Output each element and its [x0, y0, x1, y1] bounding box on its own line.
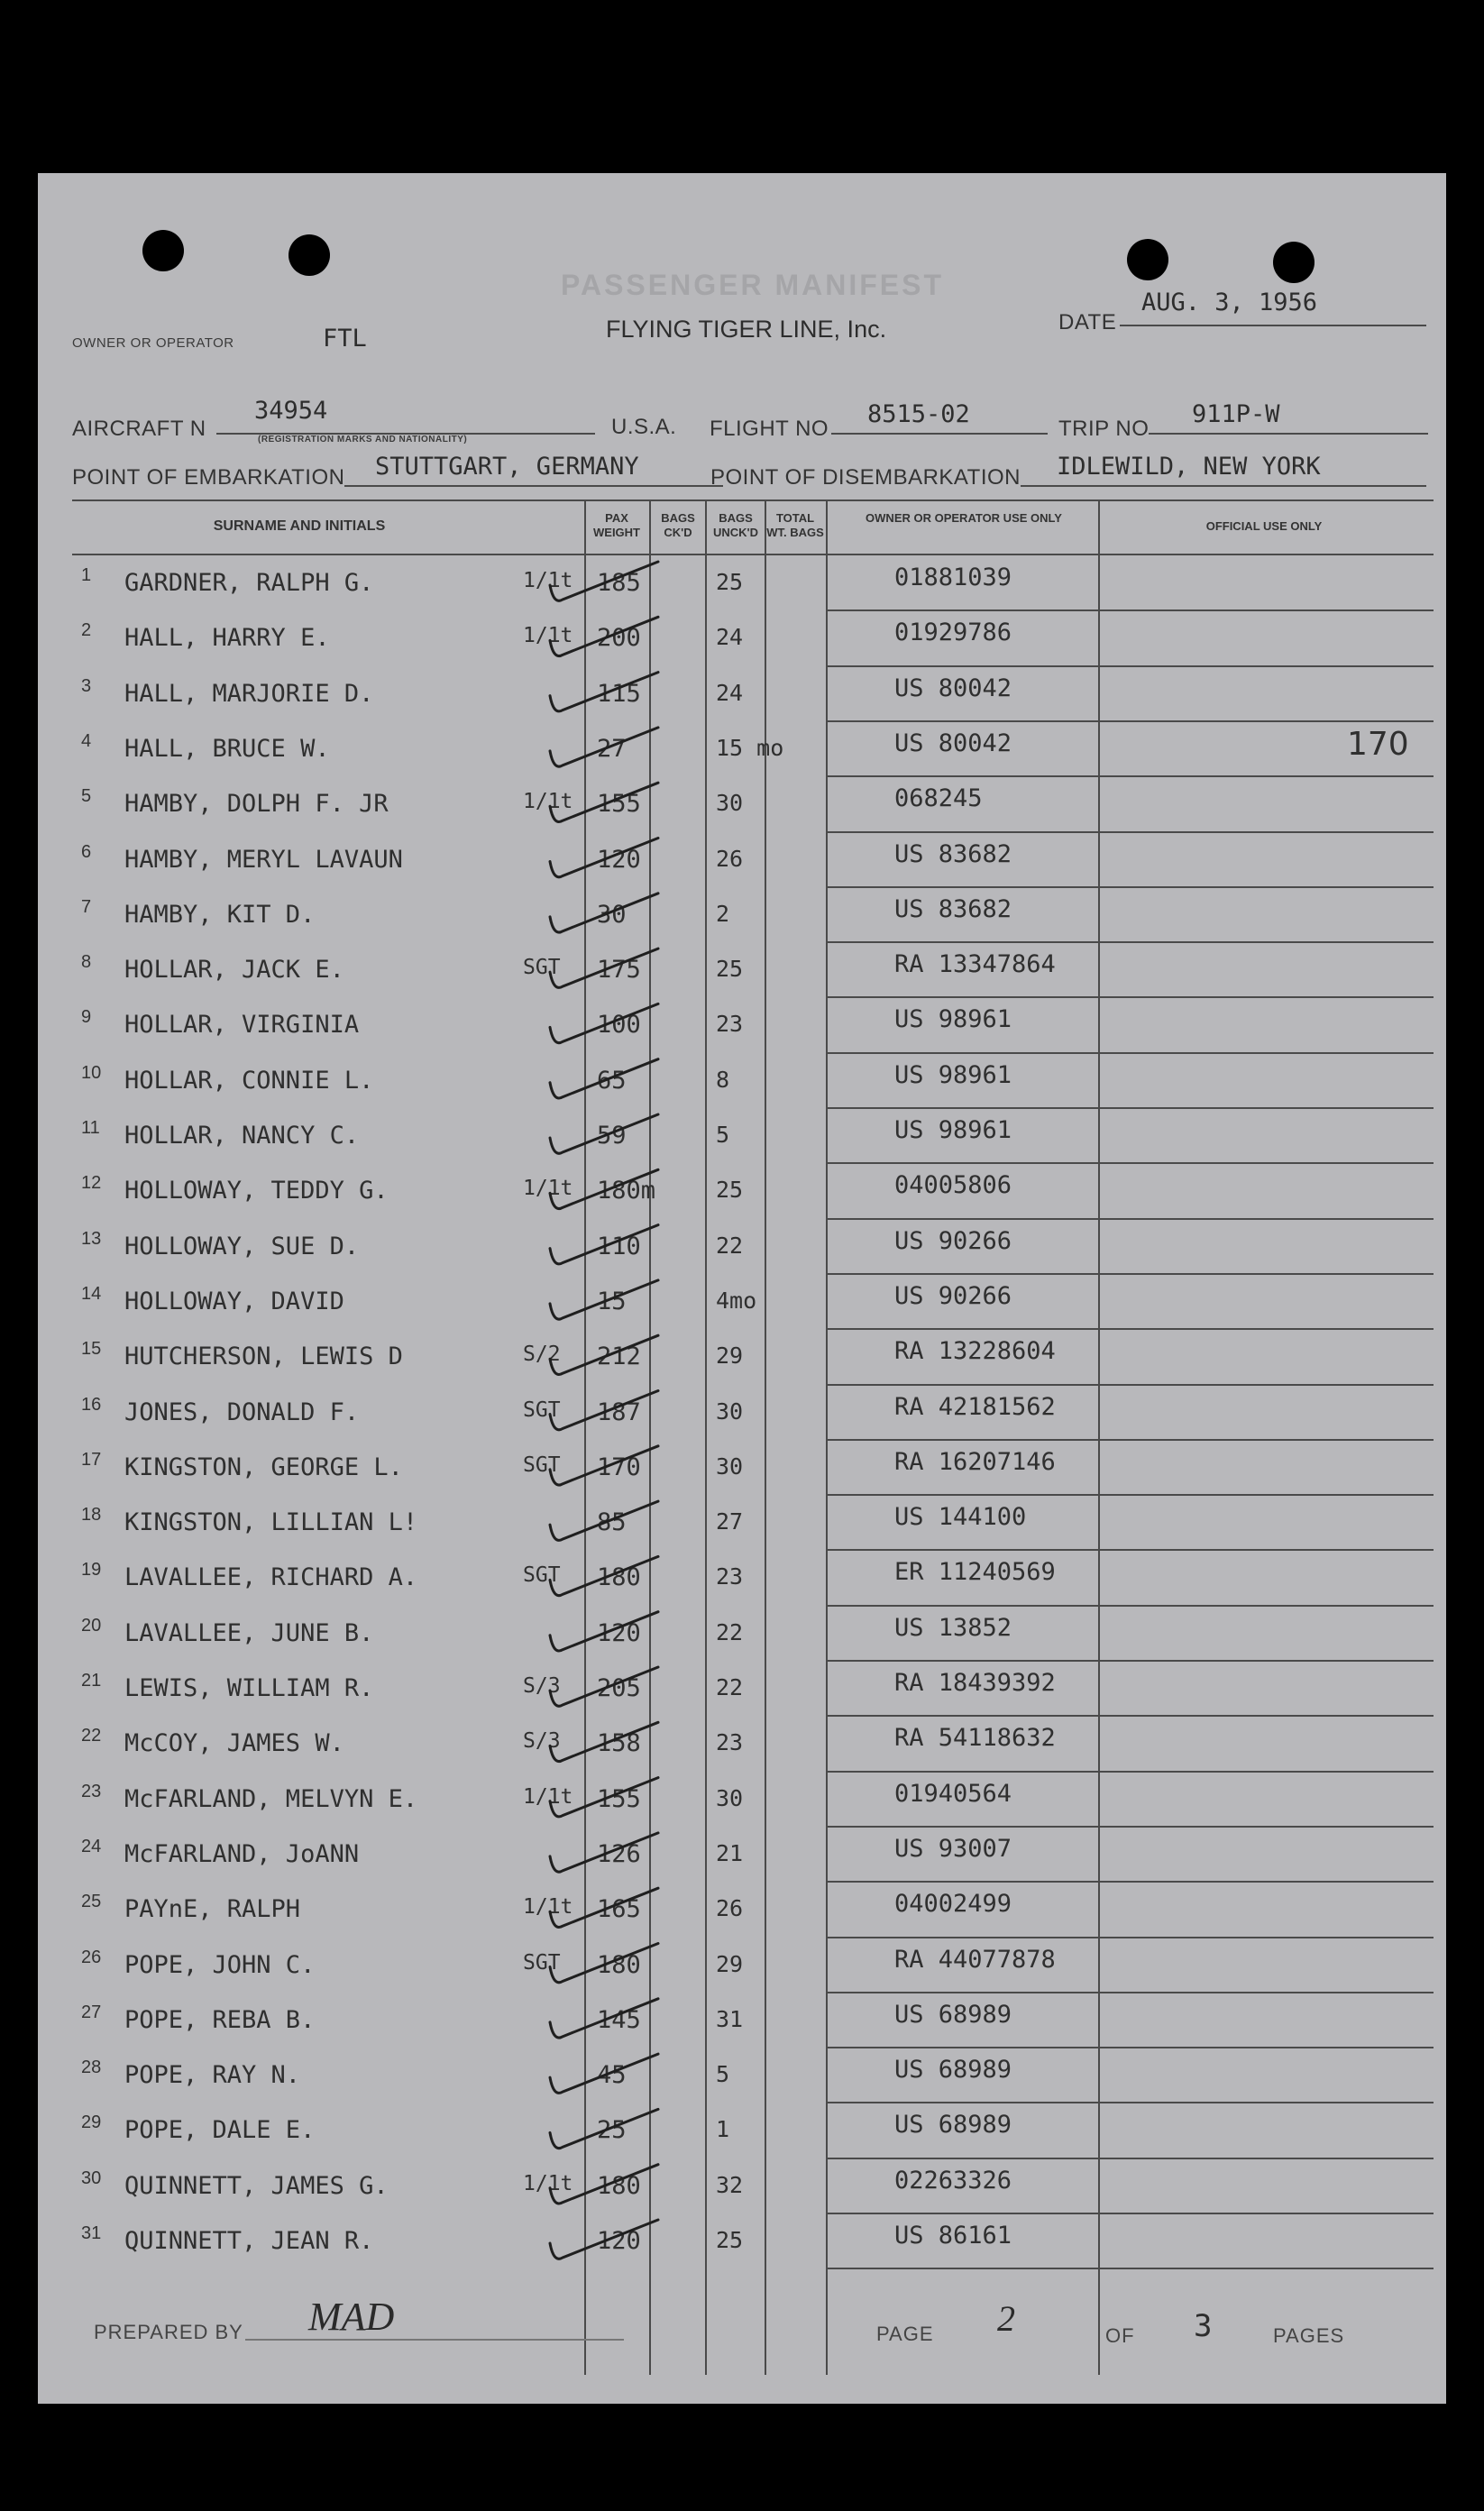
embark-label: POINT OF EMBARKATION [72, 465, 345, 490]
pax-weight: 187 [597, 1398, 641, 1426]
pax-weight: 145 [597, 2005, 641, 2034]
bags-unchecked: 8 [716, 1066, 730, 1093]
row-number: 22 [81, 1726, 102, 1746]
owner-id: RA 16207146 [894, 1447, 1056, 1476]
owner-id: RA 13228604 [894, 1337, 1056, 1366]
passenger-name: McFARLAND, JoANN [124, 1839, 360, 1868]
pax-weight: 155 [597, 790, 641, 819]
bags-unchecked: 25 [716, 2227, 744, 2253]
pax-weight: 185 [597, 569, 641, 597]
check-mark [550, 728, 658, 766]
row-number: 23 [81, 1781, 102, 1801]
pax-weight: 126 [597, 1839, 641, 1868]
passenger-name: POPE, REBA B. [124, 2005, 316, 2034]
pax-weight: 27 [597, 734, 627, 763]
check-mark [550, 2109, 658, 2148]
embark-value: STUTTGART, GERMANY [375, 453, 639, 481]
passenger-name: HOLLOWAY, DAVID [124, 1287, 344, 1315]
bags-unchecked: 5 [716, 1122, 730, 1148]
passenger-rank: S/2 [523, 1343, 561, 1367]
bags-unchecked: 25 [716, 1177, 744, 1204]
bags-unchecked: 23 [716, 1011, 744, 1038]
pax-weight: 120 [597, 845, 641, 874]
passenger-name: HAMBY, MERYL LAVAUN [124, 845, 403, 874]
passenger-name: McFARLAND, MELVYN E. [124, 1784, 418, 1813]
owner-id: US 83682 [894, 894, 1012, 923]
owner-id: RA 13347864 [894, 950, 1056, 979]
owner-id: 068245 [894, 784, 983, 813]
pax-weight: 120 [597, 1618, 641, 1647]
pax-weight: 155 [597, 1784, 641, 1813]
bags-unchecked: 25 [716, 956, 744, 983]
check-mark [550, 1612, 658, 1651]
passenger-rank: 1/1t [523, 1895, 573, 1920]
check-mark [550, 617, 658, 655]
pax-weight: 120 [597, 2227, 641, 2255]
row-number: 5 [81, 786, 92, 807]
row-number: 3 [81, 675, 92, 696]
check-mark [550, 562, 658, 600]
pax-weight: 25 [597, 2116, 627, 2145]
pax-weight: 180 [597, 1563, 641, 1592]
passenger-rank: SGT [523, 1453, 561, 1477]
pax-weight: 200 [597, 624, 641, 653]
aircraft-label: AIRCRAFT N [72, 417, 206, 441]
passenger-name: KINGSTON, GEORGE L. [124, 1453, 403, 1481]
row-number: 21 [81, 1671, 102, 1691]
passenger-rank: 1/1t [523, 1784, 573, 1809]
row-number: 26 [81, 1947, 102, 1967]
owner-label: OWNER OR OPERATOR [72, 335, 234, 351]
date-value: AUG. 3, 1956 [1141, 289, 1318, 316]
row-number: 11 [81, 1118, 100, 1138]
row-number: 9 [81, 1007, 92, 1028]
pax-weight: 30 [597, 900, 627, 929]
bags-unchecked: 4mo [716, 1287, 757, 1314]
carrier-name: FLYING TIGER LINE, Inc. [606, 316, 887, 343]
check-mark [550, 1556, 658, 1595]
row-number: 15 [81, 1339, 102, 1360]
check-mark [550, 1722, 658, 1761]
pax-weight: 212 [597, 1343, 641, 1371]
owner-id: US 68989 [894, 2000, 1012, 2029]
check-mark [550, 1999, 658, 2038]
pax-weight: 65 [597, 1066, 627, 1095]
usa-label: U.S.A. [611, 415, 677, 439]
bags-unchecked: 26 [716, 1895, 744, 1922]
passenger-name: HOLLOWAY, TEDDY G. [124, 1177, 389, 1205]
passenger-rank: S/3 [523, 1674, 561, 1698]
passenger-rank: SGT [523, 1950, 561, 1975]
passenger-name: HALL, MARJORIE D. [124, 679, 374, 708]
bags-unchecked: 21 [716, 1839, 744, 1866]
row-number: 25 [81, 1892, 102, 1912]
pax-weight: 180m [597, 1177, 656, 1205]
bags-unchecked: 25 [716, 569, 744, 595]
check-mark [550, 1225, 658, 1264]
row-number: 19 [81, 1560, 102, 1581]
check-mark [550, 1059, 658, 1098]
passenger-name: LAVALLEE, JUNE B. [124, 1618, 374, 1647]
row-number: 31 [81, 2223, 102, 2243]
owner-id: US 68989 [894, 2056, 1012, 2085]
check-mark [550, 1667, 658, 1706]
disembark-value: IDLEWILD, NEW YORK [1057, 453, 1321, 481]
passenger-name: KINGSTON, LILLIAN L! [124, 1508, 418, 1537]
passenger-name: HOLLOWAY, SUE D. [124, 1232, 360, 1260]
passenger-name: HAMBY, DOLPH F. JR [124, 790, 389, 819]
manifest-sheet [38, 173, 1446, 2404]
owner-id: 01940564 [894, 1779, 1012, 1808]
row-number: 6 [81, 841, 92, 862]
bags-unchecked: 30 [716, 1784, 744, 1811]
row-number: 18 [81, 1505, 102, 1526]
passenger-name: PAYnE, RALPH [124, 1895, 301, 1924]
bags-unchecked: 5 [716, 2061, 730, 2088]
registration-note: (REGISTRATION MARKS AND NATIONALITY) [258, 435, 468, 444]
pax-weight: 85 [597, 1508, 627, 1537]
owner-id: ER 11240569 [894, 1558, 1056, 1587]
col-head-pax-weight: PAX WEIGHT [593, 511, 640, 539]
row-number: 27 [81, 2002, 102, 2022]
pax-weight: 180 [597, 1950, 641, 1979]
page-total: 3 [1194, 2308, 1213, 2344]
pax-weight: 158 [597, 1729, 641, 1758]
check-mark [550, 783, 658, 821]
bags-unchecked: 2 [716, 900, 730, 927]
row-number: 7 [81, 896, 92, 917]
bags-unchecked: 15 mo [716, 734, 784, 761]
bags-unchecked: 27 [716, 1508, 744, 1535]
check-mark [550, 1169, 658, 1208]
owner-id: RA 18439392 [894, 1669, 1056, 1697]
passenger-name: LAVALLEE, RICHARD A. [124, 1563, 418, 1592]
check-mark [550, 673, 658, 711]
passenger-rank: 1/1t [523, 569, 573, 592]
owner-id: 01929786 [894, 619, 1012, 647]
owner-id: US 90266 [894, 1281, 1012, 1310]
passenger-rank: 1/1t [523, 790, 573, 814]
owner-id: RA 54118632 [894, 1724, 1056, 1753]
check-mark [550, 1501, 658, 1540]
bags-unchecked: 23 [716, 1563, 744, 1590]
passenger-name: GARDNER, RALPH G. [124, 569, 374, 597]
owner-id: US 80042 [894, 729, 1012, 757]
flight-value: 8515-02 [867, 400, 970, 428]
check-marks [38, 173, 1446, 2404]
passenger-name: McCOY, JAMES W. [124, 1729, 344, 1758]
col-head-total-wt: TOTAL WT. BAGS [766, 511, 824, 539]
passenger-name: POPE, JOHN C. [124, 1950, 316, 1979]
bags-unchecked: 23 [716, 1729, 744, 1756]
check-mark [550, 2054, 658, 2093]
row-number: 13 [81, 1228, 102, 1249]
aircraft-value: 34954 [254, 397, 328, 425]
bags-unchecked: 30 [716, 1453, 744, 1480]
bags-unchecked: 24 [716, 624, 744, 651]
passenger-name: HOLLAR, CONNIE L. [124, 1066, 374, 1095]
row-number: 29 [81, 2112, 102, 2133]
row-number: 14 [81, 1283, 102, 1304]
passenger-name: LEWIS, WILLIAM R. [124, 1674, 374, 1702]
pax-weight: 165 [597, 1895, 641, 1924]
owner-id: 01881039 [894, 564, 1012, 591]
preparer-signature: MAD [308, 2295, 395, 2339]
passenger-rank: SGT [523, 1398, 561, 1422]
check-mark [550, 1280, 658, 1319]
row-number: 20 [81, 1615, 102, 1636]
passenger-name: HALL, HARRY E. [124, 624, 330, 653]
of-label: OF [1105, 2324, 1135, 2347]
page-label: PAGE [876, 2323, 934, 2345]
passenger-name: JONES, DONALD F. [124, 1398, 360, 1426]
passenger-name: HOLLAR, VIRGINIA [124, 1011, 360, 1040]
prepared-underline [245, 2339, 624, 2341]
row-number: 12 [81, 1173, 102, 1194]
passenger-rank: 1/1t [523, 2171, 573, 2195]
col-head-bags-unckd: BAGS UNCK'D [712, 511, 759, 539]
check-mark [550, 894, 658, 932]
pax-weight: 170 [597, 1453, 641, 1481]
owner-id: 02263326 [894, 2166, 1012, 2195]
owner-id: US 93007 [894, 1834, 1012, 1863]
disembark-label: POINT OF DISEMBARKATION [710, 465, 1021, 490]
bags-unchecked: 29 [716, 1950, 744, 1977]
check-mark [550, 2165, 658, 2204]
owner-id: US 144100 [894, 1503, 1027, 1532]
owner-id: 04005806 [894, 1171, 1012, 1200]
pax-weight: 59 [597, 1122, 627, 1150]
owner-id: US 68989 [894, 2111, 1012, 2140]
bags-unchecked: 31 [716, 2005, 744, 2032]
owner-id: US 90266 [894, 1226, 1012, 1255]
owner-id: US 98961 [894, 1116, 1012, 1144]
check-mark [550, 1944, 658, 1983]
owner-id: US 80042 [894, 674, 1012, 702]
row-number: 1 [81, 565, 92, 585]
pax-weight: 180 [597, 2171, 641, 2200]
owner-id: US 98961 [894, 1060, 1012, 1089]
passenger-name: HOLLAR, JACK E. [124, 956, 344, 985]
bags-unchecked: 22 [716, 1232, 744, 1259]
pax-weight: 205 [597, 1674, 641, 1702]
trip-value: 911P-W [1192, 400, 1280, 428]
passenger-name: HUTCHERSON, LEWIS D [124, 1343, 403, 1371]
bags-unchecked: 30 [716, 790, 744, 817]
owner-id: RA 42181562 [894, 1392, 1056, 1421]
row-number: 2 [81, 620, 92, 641]
check-mark [550, 1114, 658, 1153]
pax-weight: 115 [597, 679, 641, 708]
owner-id: US 98961 [894, 1005, 1012, 1034]
form-title: PASSENGER MANIFEST [561, 269, 944, 301]
pages-label: PAGES [1273, 2324, 1345, 2347]
owner-id: US 83682 [894, 839, 1012, 868]
owner-id: 04002499 [894, 1890, 1012, 1919]
check-mark [550, 1335, 658, 1374]
date-label: DATE [1058, 310, 1117, 334]
row-number: 10 [81, 1062, 102, 1083]
col-head-surname: SURNAME AND INITIALS [213, 518, 386, 534]
check-mark [550, 1888, 658, 1927]
bags-unchecked: 29 [716, 1343, 744, 1370]
passenger-name: HOLLAR, NANCY C. [124, 1122, 360, 1150]
col-head-bags-ckd: BAGS CK'D [661, 511, 695, 539]
owner-id: US 86161 [894, 2222, 1012, 2250]
bags-unchecked: 26 [716, 845, 744, 872]
col-head-official: OFFICIAL USE ONLY [1205, 519, 1323, 533]
prepared-by-label: PREPARED BY [94, 2321, 243, 2343]
row-number: 30 [81, 2167, 102, 2188]
bags-unchecked: 30 [716, 1398, 744, 1425]
row-number: 28 [81, 2057, 102, 2078]
bags-unchecked: 32 [716, 2171, 744, 2198]
pax-weight: 100 [597, 1011, 641, 1040]
owner-id: RA 44077878 [894, 1945, 1056, 1974]
check-mark [550, 948, 658, 987]
check-mark [550, 1778, 658, 1817]
trip-label: TRIP NO [1058, 417, 1150, 441]
check-mark [550, 1446, 658, 1485]
passenger-rank: SGT [523, 956, 561, 980]
official-use: 170 [1347, 725, 1409, 763]
pax-weight: 45 [597, 2061, 627, 2090]
passenger-rank: S/3 [523, 1729, 561, 1754]
passenger-name: QUINNETT, JAMES G. [124, 2171, 389, 2200]
passenger-name: QUINNETT, JEAN R. [124, 2227, 374, 2255]
bags-unchecked: 1 [716, 2116, 730, 2143]
pax-weight: 110 [597, 1232, 641, 1260]
row-number: 17 [81, 1449, 102, 1470]
col-head-owner-use: OWNER OR OPERATOR USE ONLY [866, 511, 1062, 525]
check-mark [550, 1391, 658, 1430]
row-number: 8 [81, 952, 92, 973]
row-number: 24 [81, 1836, 102, 1856]
owner-value: FTL [323, 325, 367, 353]
passenger-name: POPE, RAY N. [124, 2061, 301, 2090]
bags-unchecked: 22 [716, 1618, 744, 1645]
bags-unchecked: 24 [716, 679, 744, 706]
pax-weight: 15 [597, 1287, 627, 1315]
passenger-name: HAMBY, KIT D. [124, 900, 316, 929]
owner-id: US 13852 [894, 1613, 1012, 1642]
flight-label: FLIGHT NO [710, 417, 829, 441]
row-number: 16 [81, 1394, 102, 1415]
page-number: 2 [997, 2298, 1015, 2339]
check-mark [550, 839, 658, 877]
passenger-rank: 1/1t [523, 624, 573, 648]
bags-unchecked: 22 [716, 1674, 744, 1700]
check-mark [550, 1833, 658, 1872]
pax-weight: 175 [597, 956, 641, 985]
passenger-name: POPE, DALE E. [124, 2116, 316, 2145]
row-number: 4 [81, 730, 92, 751]
passenger-name: HALL, BRUCE W. [124, 734, 330, 763]
check-mark [550, 2220, 658, 2259]
passenger-rank: SGT [523, 1563, 561, 1588]
check-mark [550, 1003, 658, 1042]
passenger-rank: 1/1t [523, 1177, 573, 1201]
